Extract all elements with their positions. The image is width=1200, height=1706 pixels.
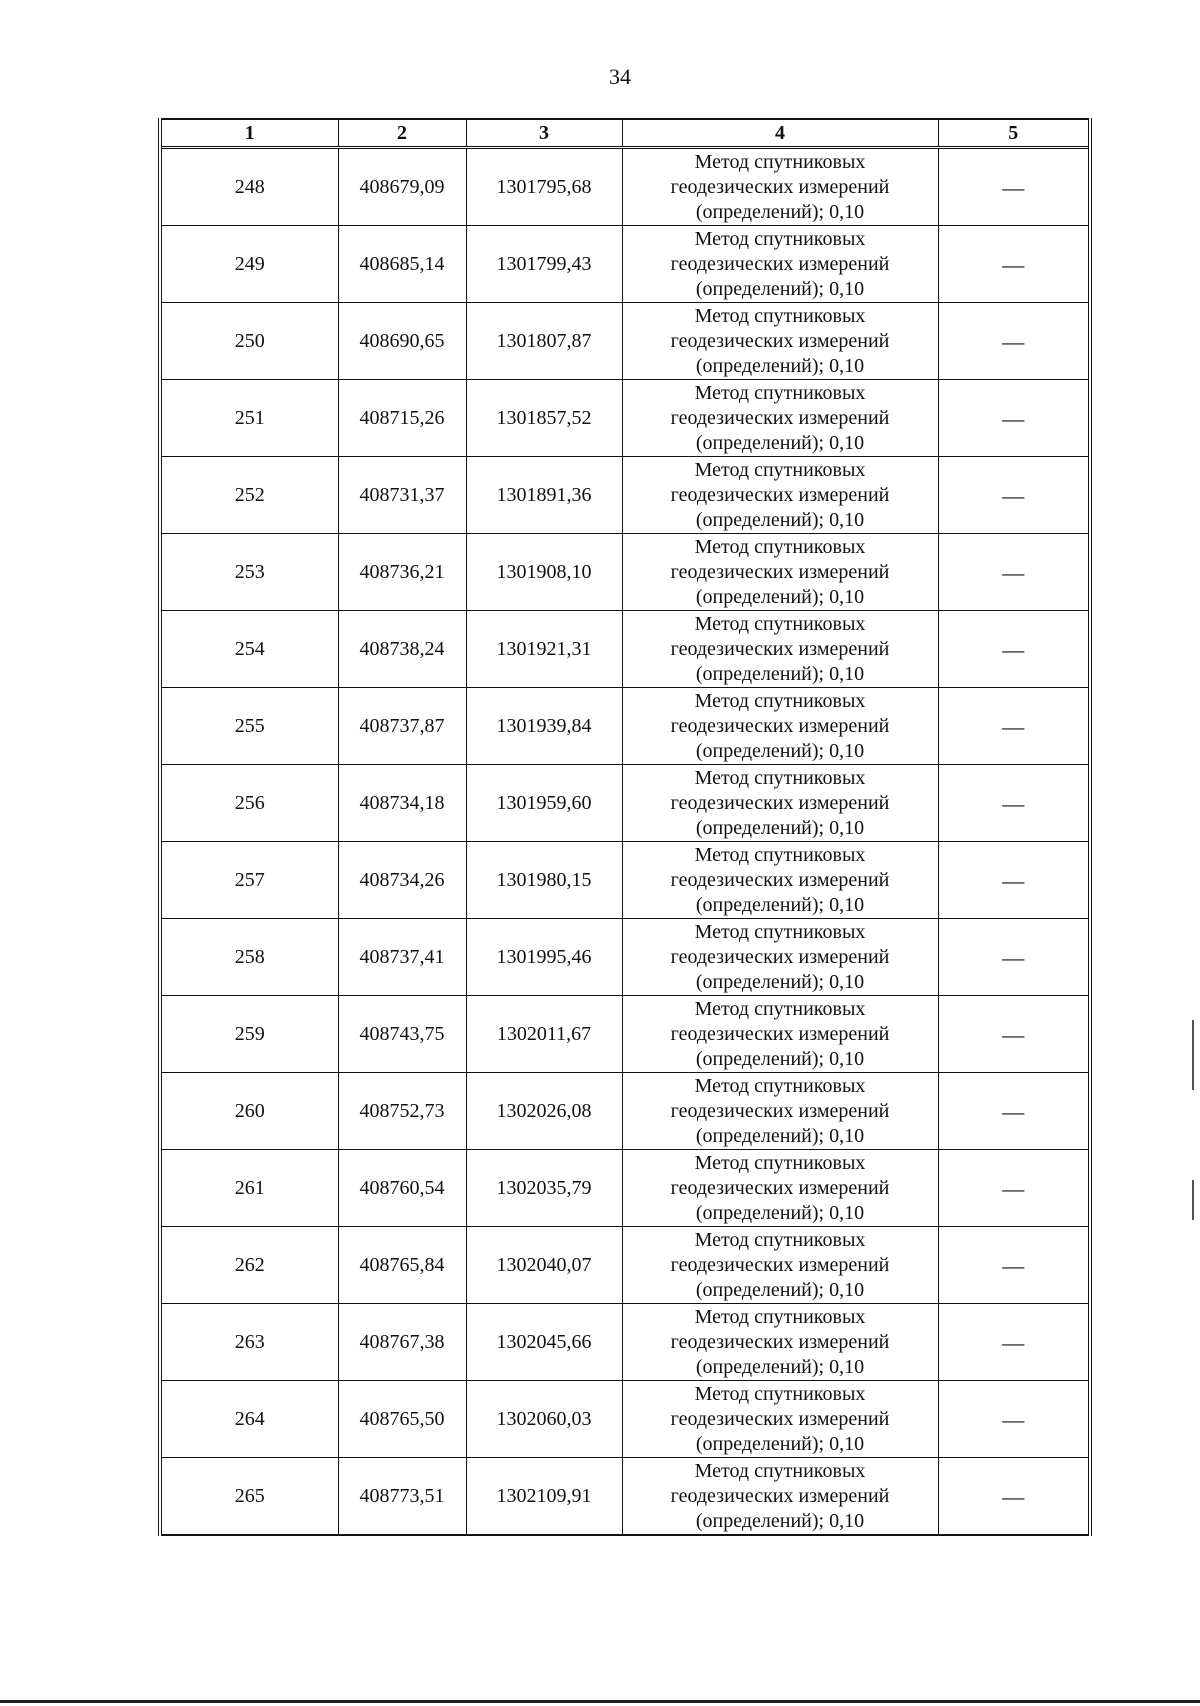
table-row <box>160 1150 1090 1227</box>
x-coordinate-cell: 408690,65 <box>338 303 466 380</box>
x-coordinate-cell: 408715,26 <box>338 380 466 457</box>
point-number-cell: 257 <box>160 842 338 919</box>
note-cell: — <box>938 1227 1090 1304</box>
method-line: (определений); 0,10 <box>695 1355 865 1378</box>
method-line: (определений); 0,10 <box>695 1432 865 1455</box>
method-line: геодезических измерений <box>670 252 890 275</box>
method-line: (определений); 0,10 <box>695 1201 865 1224</box>
method-line: (определений); 0,10 <box>695 1047 865 1070</box>
method-line: (определений); 0,10 <box>695 1278 865 1301</box>
method-line: (определений); 0,10 <box>695 431 865 454</box>
method-line: (определений); 0,10 <box>695 1509 865 1532</box>
method-cell <box>622 996 938 1073</box>
scan-mark <box>1192 1020 1194 1090</box>
method-line: Метод спутниковых <box>694 1151 866 1174</box>
method-line: Метод спутниковых <box>694 1459 866 1482</box>
method-line: Метод спутниковых <box>694 843 866 866</box>
method-line: геодезических измерений <box>670 483 890 506</box>
method-line: (определений); 0,10 <box>695 739 865 762</box>
table-row <box>160 380 1090 457</box>
note-cell: — <box>938 1381 1090 1458</box>
header-col-2: 2 <box>338 119 466 148</box>
y-coordinate-cell: 1301908,10 <box>466 534 622 611</box>
note-cell: — <box>938 765 1090 842</box>
y-coordinate-cell: 1301959,60 <box>466 765 622 842</box>
method-line: (определений); 0,10 <box>695 662 865 685</box>
x-coordinate-cell: 408679,09 <box>338 148 466 226</box>
method-line: (определений); 0,10 <box>695 1124 865 1147</box>
point-number-cell: 253 <box>160 534 338 611</box>
method-cell <box>622 534 938 611</box>
method-line: Метод спутниковых <box>694 227 866 250</box>
method-line: геодезических измерений <box>670 1484 890 1507</box>
method-line: геодезических измерений <box>670 637 890 660</box>
y-coordinate-cell: 1301807,87 <box>466 303 622 380</box>
method-line: геодезических измерений <box>670 406 890 429</box>
method-line: геодезических измерений <box>670 1099 890 1122</box>
x-coordinate-cell: 408765,84 <box>338 1227 466 1304</box>
table-row <box>160 457 1090 534</box>
table-row <box>160 148 1090 226</box>
method-cell <box>622 380 938 457</box>
y-coordinate-cell: 1301939,84 <box>466 688 622 765</box>
x-coordinate-cell: 408760,54 <box>338 1150 466 1227</box>
method-line: Метод спутниковых <box>694 997 866 1020</box>
method-line: (определений); 0,10 <box>695 893 865 916</box>
table-row <box>160 1381 1090 1458</box>
method-line: (определений); 0,10 <box>695 508 865 531</box>
point-number-cell: 250 <box>160 303 338 380</box>
method-cell <box>622 688 938 765</box>
point-number-cell: 263 <box>160 1304 338 1381</box>
note-cell: — <box>938 842 1090 919</box>
x-coordinate-cell: 408734,18 <box>338 765 466 842</box>
point-number-cell: 248 <box>160 148 338 226</box>
point-number-cell: 255 <box>160 688 338 765</box>
point-number-cell: 262 <box>160 1227 338 1304</box>
x-coordinate-cell: 408737,87 <box>338 688 466 765</box>
table-row <box>160 1458 1090 1536</box>
method-cell <box>622 765 938 842</box>
coordinates-table <box>158 118 1092 1536</box>
method-line: Метод спутниковых <box>694 458 866 481</box>
note-cell: — <box>938 1073 1090 1150</box>
y-coordinate-cell: 1301891,36 <box>466 457 622 534</box>
note-cell: — <box>938 534 1090 611</box>
method-line: Метод спутниковых <box>694 1074 866 1097</box>
x-coordinate-cell: 408773,51 <box>338 1458 466 1536</box>
method-line: Метод спутниковых <box>694 1382 866 1405</box>
method-line: геодезических измерений <box>670 1253 890 1276</box>
method-line: геодезических измерений <box>670 868 890 891</box>
point-number-cell: 265 <box>160 1458 338 1536</box>
method-line: (определений); 0,10 <box>695 816 865 839</box>
method-line: геодезических измерений <box>670 1407 890 1430</box>
method-cell <box>622 919 938 996</box>
y-coordinate-cell: 1302026,08 <box>466 1073 622 1150</box>
method-line: Метод спутниковых <box>694 920 866 943</box>
method-line: Метод спутниковых <box>694 1305 866 1328</box>
y-coordinate-cell: 1301995,46 <box>466 919 622 996</box>
x-coordinate-cell: 408736,21 <box>338 534 466 611</box>
method-line: геодезических измерений <box>670 1022 890 1045</box>
table-row <box>160 1073 1090 1150</box>
y-coordinate-cell: 1302011,67 <box>466 996 622 1073</box>
table-row <box>160 765 1090 842</box>
method-line: геодезических измерений <box>670 791 890 814</box>
method-cell <box>622 1073 938 1150</box>
table-row <box>160 226 1090 303</box>
note-cell: — <box>938 148 1090 226</box>
point-number-cell: 256 <box>160 765 338 842</box>
note-cell: — <box>938 380 1090 457</box>
method-line: геодезических измерений <box>670 714 890 737</box>
table-row <box>160 534 1090 611</box>
method-line: Метод спутниковых <box>694 381 866 404</box>
x-coordinate-cell: 408731,37 <box>338 457 466 534</box>
method-line: Метод спутниковых <box>694 1228 866 1251</box>
note-cell: — <box>938 226 1090 303</box>
note-cell: — <box>938 457 1090 534</box>
method-line: геодезических измерений <box>670 560 890 583</box>
table-row <box>160 303 1090 380</box>
table-row <box>160 842 1090 919</box>
y-coordinate-cell: 1301980,15 <box>466 842 622 919</box>
method-line: Метод спутниковых <box>694 612 866 635</box>
note-cell: — <box>938 688 1090 765</box>
y-coordinate-cell: 1302060,03 <box>466 1381 622 1458</box>
y-coordinate-cell: 1301921,31 <box>466 611 622 688</box>
header-col-3: 3 <box>466 119 622 148</box>
table-row <box>160 919 1090 996</box>
method-line: геодезических измерений <box>670 175 890 198</box>
method-cell <box>622 1381 938 1458</box>
method-line: Метод спутниковых <box>694 766 866 789</box>
method-line: (определений); 0,10 <box>695 970 865 993</box>
note-cell: — <box>938 1150 1090 1227</box>
x-coordinate-cell: 408765,50 <box>338 1381 466 1458</box>
note-cell: — <box>938 303 1090 380</box>
method-line: Метод спутниковых <box>694 689 866 712</box>
point-number-cell: 261 <box>160 1150 338 1227</box>
x-coordinate-cell: 408685,14 <box>338 226 466 303</box>
bottom-rule <box>0 1700 1200 1703</box>
method-line: (определений); 0,10 <box>695 354 865 377</box>
header-row <box>160 119 1090 148</box>
method-line: Метод спутниковых <box>694 304 866 327</box>
table-row <box>160 688 1090 765</box>
scan-mark <box>1192 1180 1194 1220</box>
point-number-cell: 254 <box>160 611 338 688</box>
header-col-1: 1 <box>160 119 338 148</box>
point-number-cell: 259 <box>160 996 338 1073</box>
y-coordinate-cell: 1301799,43 <box>466 226 622 303</box>
x-coordinate-cell: 408767,38 <box>338 1304 466 1381</box>
x-coordinate-cell: 408738,24 <box>338 611 466 688</box>
y-coordinate-cell: 1301795,68 <box>466 148 622 226</box>
table-row <box>160 996 1090 1073</box>
note-cell: — <box>938 1458 1090 1536</box>
y-coordinate-cell: 1302045,66 <box>466 1304 622 1381</box>
method-line: (определений); 0,10 <box>695 585 865 608</box>
x-coordinate-cell: 408734,26 <box>338 842 466 919</box>
table-body <box>160 148 1090 1536</box>
point-number-cell: 264 <box>160 1381 338 1458</box>
method-cell <box>622 457 938 534</box>
method-cell <box>622 1304 938 1381</box>
point-number-cell: 260 <box>160 1073 338 1150</box>
method-line: (определений); 0,10 <box>695 277 865 300</box>
method-cell <box>622 842 938 919</box>
method-cell <box>622 611 938 688</box>
method-line: Метод спутниковых <box>694 535 866 558</box>
note-cell: — <box>938 1304 1090 1381</box>
method-line: (определений); 0,10 <box>695 200 865 223</box>
table-row <box>160 611 1090 688</box>
point-number-cell: 251 <box>160 380 338 457</box>
method-line: геодезических измерений <box>670 1330 890 1353</box>
note-cell: — <box>938 919 1090 996</box>
method-cell <box>622 1150 938 1227</box>
page-number: 34 <box>609 64 631 89</box>
method-line: геодезических измерений <box>670 1176 890 1199</box>
table-row <box>160 1304 1090 1381</box>
header-col-4: 4 <box>622 119 938 148</box>
method-cell <box>622 1458 938 1536</box>
y-coordinate-cell: 1301857,52 <box>466 380 622 457</box>
table-header <box>160 119 1090 148</box>
x-coordinate-cell: 408737,41 <box>338 919 466 996</box>
y-coordinate-cell: 1302109,91 <box>466 1458 622 1536</box>
x-coordinate-cell: 408752,73 <box>338 1073 466 1150</box>
y-coordinate-cell: 1302035,79 <box>466 1150 622 1227</box>
y-coordinate-cell: 1302040,07 <box>466 1227 622 1304</box>
point-number-cell: 252 <box>160 457 338 534</box>
point-number-cell: 258 <box>160 919 338 996</box>
method-line: Метод спутниковых <box>694 150 866 173</box>
method-cell <box>622 1227 938 1304</box>
method-cell <box>622 148 938 226</box>
x-coordinate-cell: 408743,75 <box>338 996 466 1073</box>
point-number-cell: 249 <box>160 226 338 303</box>
method-line: геодезических измерений <box>670 945 890 968</box>
note-cell: — <box>938 996 1090 1073</box>
method-cell <box>622 303 938 380</box>
header-col-5: 5 <box>938 119 1090 148</box>
method-line: геодезических измерений <box>670 329 890 352</box>
note-cell: — <box>938 611 1090 688</box>
table-row <box>160 1227 1090 1304</box>
method-cell <box>622 226 938 303</box>
